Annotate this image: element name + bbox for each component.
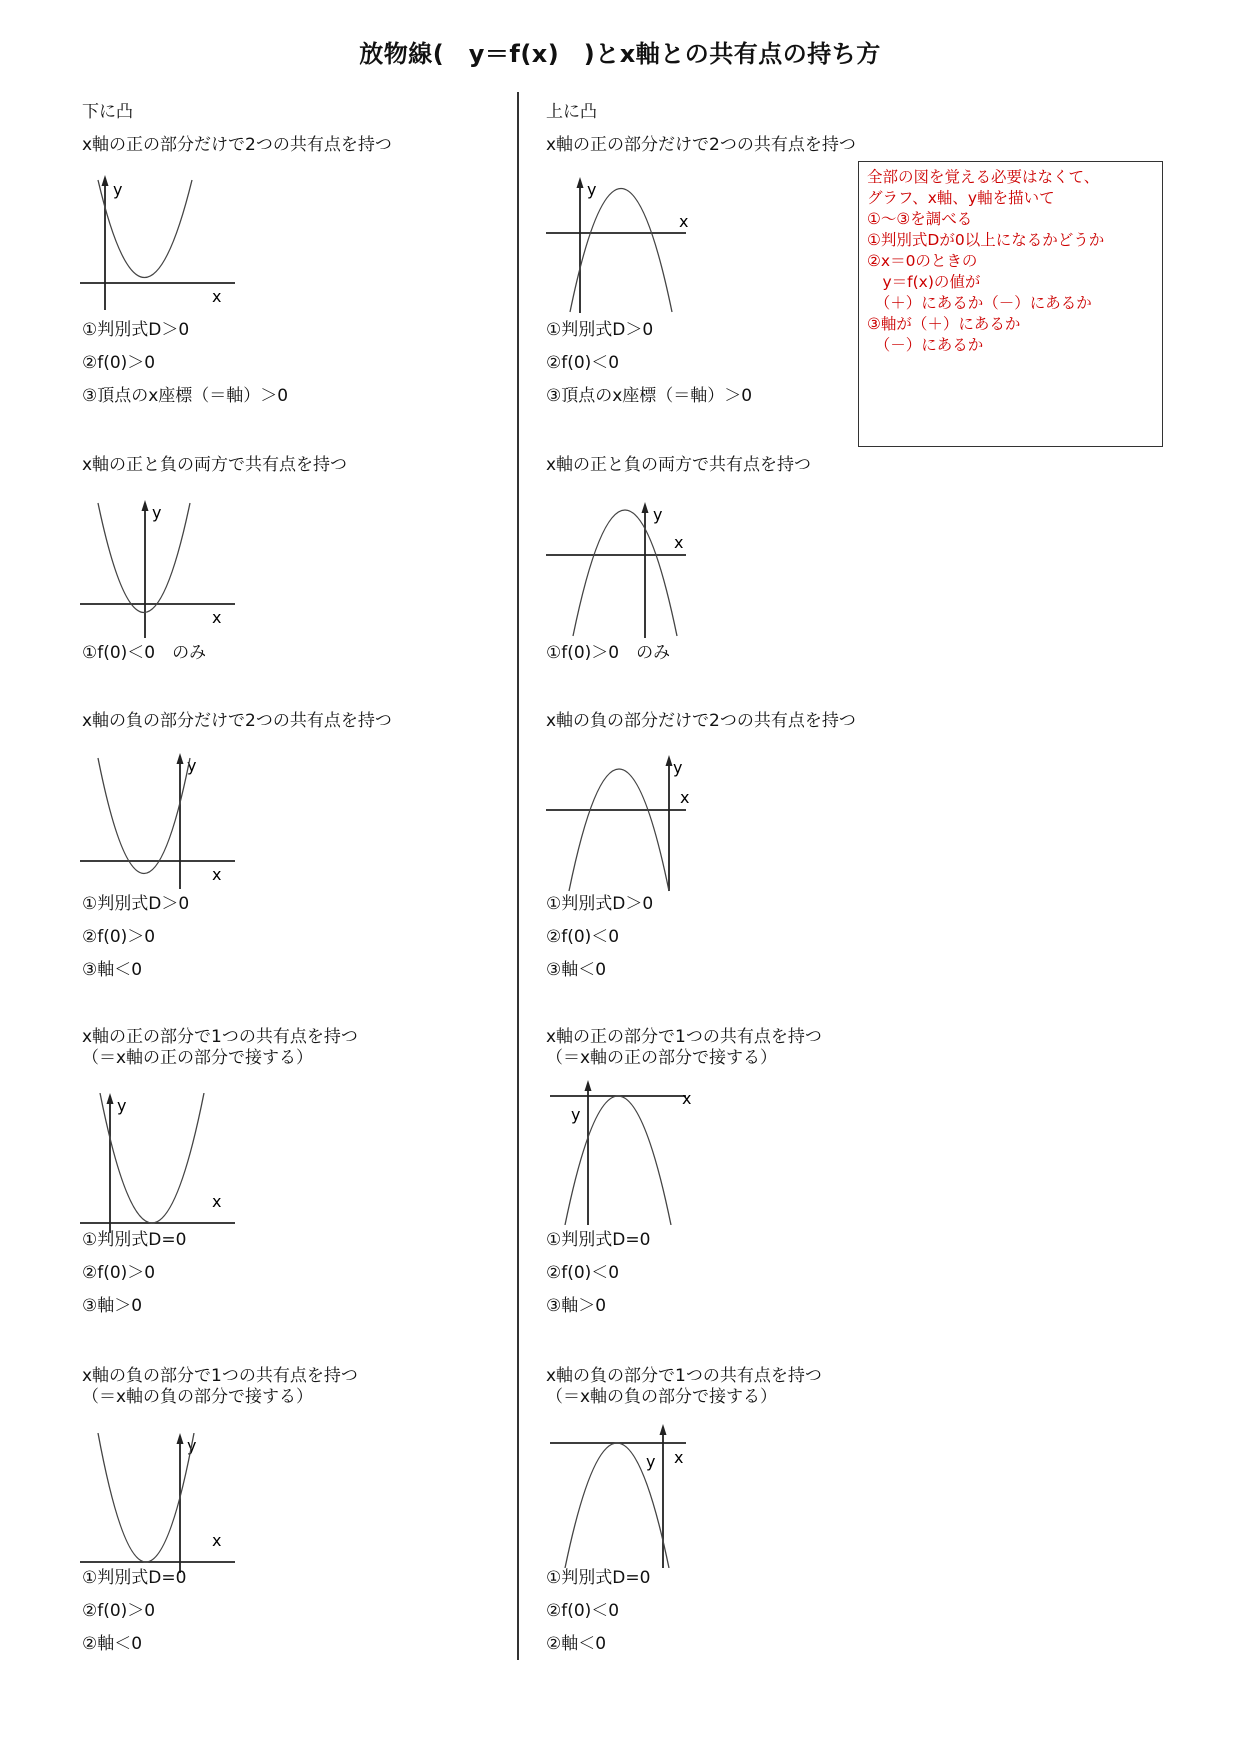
condition-1: ①f(0)＞0 のみ [546,643,671,663]
note-box [858,161,1163,447]
condition-3: ③頂点のx座標（＝軸）＞0 [546,386,753,406]
heading-line: x軸の負の部分で1つの共有点を持つ [546,1366,822,1386]
column-divider [517,92,519,1660]
y-axis-label: y [113,180,123,199]
heading-line: x軸の正の部分で1つの共有点を持つ [82,1027,358,1047]
y-axis-arrow [177,1433,184,1444]
x-axis-label: x [682,1089,692,1108]
section-heading [82,1366,358,1408]
section-heading [82,1027,358,1069]
condition-3: ③軸＜0 [82,960,143,980]
y-axis-arrow [660,1424,667,1435]
condition-2: ②f(0)＞0 [82,927,156,947]
x-axis-label: x [680,788,690,807]
x-axis-label: x [674,533,684,552]
x-axis-label: x [674,1448,684,1467]
y-axis-arrow [177,753,184,764]
parabola-curve [100,1093,204,1223]
condition-1: ①f(0)＜0 のみ [82,643,207,663]
note-line: y＝f(x)の値が [867,273,981,291]
section-heading [546,1366,822,1408]
note-line: ①判別式Dが0以上になるかどうか [867,231,1105,249]
parabola-graph [546,1080,696,1229]
condition-2: ②f(0)＞0 [82,353,156,373]
column-header: 下に凸 [82,102,133,122]
x-axis-label: x [212,1531,222,1550]
parabola-curve [98,503,190,613]
x-axis-label: x [212,865,222,884]
condition-2: ②f(0)＜0 [546,1263,620,1283]
parabola-curve [570,189,672,313]
condition-1: ①判別式D＞0 [546,320,654,340]
parabola-graph [546,175,696,319]
note-line: ②x＝0のときの [867,252,978,270]
section-heading: x軸の負の部分だけで2つの共有点を持つ [82,711,392,731]
page-title: 放物線( y＝f(x) )とx軸との共有点の持ち方 [359,40,881,68]
y-axis-label: y [646,1452,656,1471]
parabola-graph [546,1423,696,1572]
condition-2: ②f(0)＜0 [546,353,620,373]
condition-3: ③頂点のx座標（＝軸）＞0 [82,386,289,406]
y-axis-label: y [653,505,663,524]
y-axis-arrow [585,1080,592,1091]
section-heading: x軸の正の部分だけで2つの共有点を持つ [82,135,392,155]
parabola-graph [80,175,250,314]
condition-1: ①判別式D=0 [546,1230,651,1250]
condition-2: ②f(0)＜0 [546,927,620,947]
y-axis-label: y [587,180,597,199]
heading-line: x軸の正の部分で1つの共有点を持つ [546,1027,822,1047]
parabola-curve [569,769,669,891]
condition-2: ②f(0)＞0 [82,1263,156,1283]
x-axis-label: x [212,287,222,306]
y-axis-arrow [577,177,584,188]
condition-3: ②軸＜0 [546,1634,607,1654]
condition-1: ①判別式D=0 [546,1568,651,1588]
section-heading: x軸の負の部分だけで2つの共有点を持つ [546,711,856,731]
parabola-graph [80,753,250,895]
condition-2: ②f(0)＜0 [546,1601,620,1621]
x-axis-label: x [212,608,222,627]
note-line: ③軸が（＋）にあるか [867,315,1021,333]
heading-line: （＝x軸の正の部分で接する） [82,1048,314,1068]
y-axis-arrow [102,175,109,186]
y-axis-arrow [642,502,649,513]
parabola-graph [546,753,696,897]
section-heading: x軸の正と負の両方で共有点を持つ [82,455,348,475]
condition-2: ②f(0)＞0 [82,1601,156,1621]
parabola-graph [546,500,696,644]
parabola-curve [573,510,677,636]
note-line: 全部の図を覚える必要はなくて、 [867,168,1100,186]
condition-3: ②軸＜0 [82,1634,143,1654]
y-axis-label: y [152,503,162,522]
y-axis-label: y [187,756,197,775]
y-axis-label: y [673,758,683,777]
parabola-curve [565,1096,671,1225]
condition-1: ①判別式D=0 [82,1568,187,1588]
section-heading: x軸の正と負の両方で共有点を持つ [546,455,812,475]
parabola-graph [80,1093,250,1237]
note-line: ①～③を調べる [867,210,973,228]
note-line: （＋）にあるか（－）にあるか [867,294,1092,312]
note-line: グラフ、x軸、y軸を描いて [867,189,1055,207]
condition-1: ①判別式D＞0 [82,320,190,340]
heading-line: （＝x軸の正の部分で接する） [546,1048,778,1068]
y-axis-label: y [571,1105,581,1124]
y-axis-arrow [107,1093,114,1104]
note-line: （－）にあるか [867,336,984,354]
condition-1: ①判別式D=0 [82,1230,187,1250]
column-header: 上に凸 [546,102,597,122]
section-heading [546,1027,822,1069]
y-axis-label: y [187,1436,197,1455]
x-axis-label: x [212,1192,222,1211]
heading-line: （＝x軸の負の部分で接する） [546,1387,778,1407]
condition-3: ③軸＜0 [546,960,607,980]
condition-1: ①判別式D＞0 [546,894,654,914]
condition-1: ①判別式D＞0 [82,894,190,914]
y-axis-arrow [666,755,673,766]
parabola-graph [80,500,250,644]
heading-line: （＝x軸の負の部分で接する） [82,1387,314,1407]
x-axis-label: x [679,212,689,231]
y-axis-label: y [117,1096,127,1115]
condition-3: ③軸＞0 [82,1296,143,1316]
parabola-graph [80,1433,250,1577]
condition-3: ③軸＞0 [546,1296,607,1316]
heading-line: x軸の負の部分で1つの共有点を持つ [82,1366,358,1386]
parabola-curve [98,758,190,874]
y-axis-arrow [142,500,149,511]
section-heading: x軸の正の部分だけで2つの共有点を持つ [546,135,856,155]
